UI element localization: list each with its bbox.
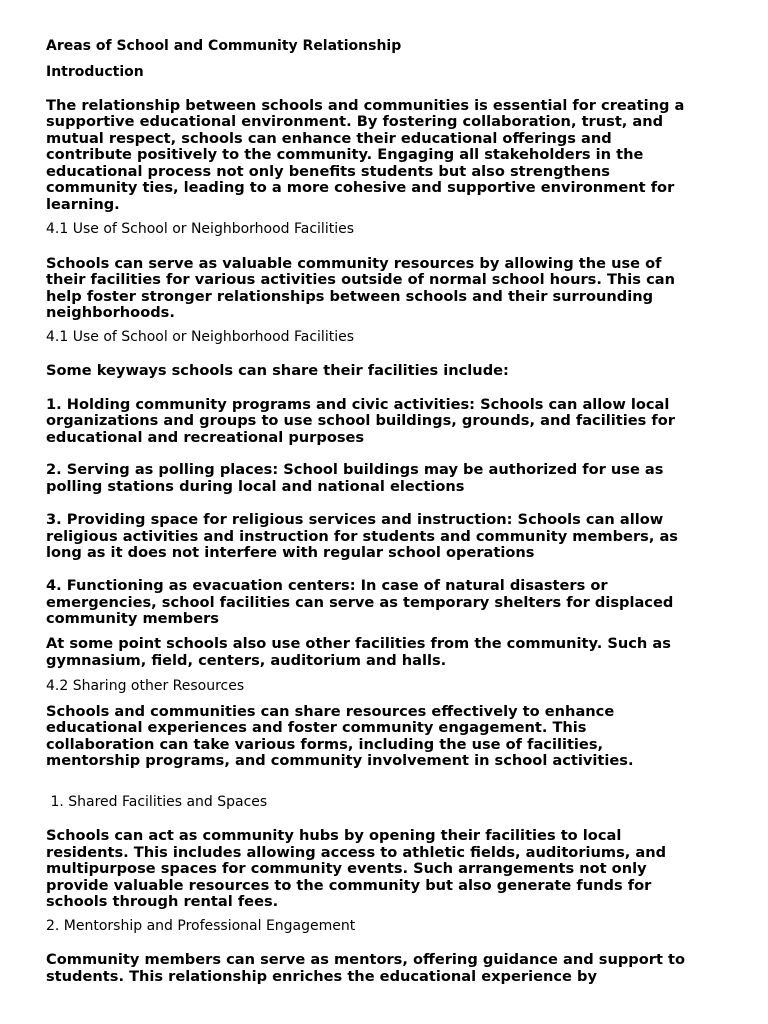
paragraph-line: Schools and communities can share resources effectively to enhance bbox=[46, 703, 615, 720]
list-item-line: religious activities and instruction for students and community members, as bbox=[46, 528, 678, 545]
subsection-heading: 2. Mentorship and Professional Engagement bbox=[46, 918, 356, 934]
list-item-line: polling stations during local and national elections bbox=[46, 478, 465, 495]
paragraph-line: provide valuable resources to the community but also generate funds for bbox=[46, 877, 652, 894]
list-item-line: organizations and groups to use school buildings, grounds, and facilities for bbox=[46, 412, 675, 429]
paragraph-line: contribute positively to the community. Engaging all stakeholders in the bbox=[46, 146, 644, 163]
list-item-line: 1. Holding community programs and civic activities: Schools can allow local bbox=[46, 396, 670, 413]
paragraph-line: Community members can serve as mentors, offering guidance and support to bbox=[46, 951, 686, 968]
paragraph-line: supportive educational environment. By fostering collaboration, trust, and bbox=[46, 113, 664, 130]
paragraph-line: their facilities for various activities outside of normal school hours. This can bbox=[46, 271, 675, 288]
section-heading: 4.1 Use of School or Neighborhood Facilities bbox=[46, 221, 354, 237]
paragraph-line: mutual respect, schools can enhance their educational offerings and bbox=[46, 130, 612, 147]
paragraph-line: collaboration can take various forms, including the use of facilities, bbox=[46, 736, 604, 753]
paragraph-line: educational process not only benefits students but also strengthens bbox=[46, 163, 610, 180]
paragraph-line: schools through rental fees. bbox=[46, 893, 279, 910]
paragraph-line: help foster stronger relationships between schools and their surrounding bbox=[46, 288, 654, 305]
list-item-line: 4. Functioning as evacuation centers: In case of natural disasters or bbox=[46, 577, 608, 594]
paragraph-line: residents. This includes allowing access to athletic fields, auditoriums, and bbox=[46, 844, 667, 861]
paragraph-line: The relationship between schools and communities is essential for creating a bbox=[46, 97, 685, 114]
list-item-line: educational and recreational purposes bbox=[46, 429, 365, 446]
section-heading: 4.2 Sharing other Resources bbox=[46, 678, 245, 694]
paragraph-line: learning. bbox=[46, 196, 120, 213]
list-item-line: emergencies, school facilities can serve as temporary shelters for displaced bbox=[46, 594, 674, 611]
paragraph-line: multipurpose spaces for community events. Such arrangements not only bbox=[46, 860, 647, 877]
document-title: Areas of School and Community Relationship bbox=[46, 38, 402, 54]
paragraph-line: At some point schools also use other facilities from the community. Such as bbox=[46, 635, 671, 652]
paragraph-line: Schools can serve as valuable community resources by allowing the use of bbox=[46, 255, 662, 272]
list-item-line: 2. Serving as polling places: School buildings may be authorized for use as bbox=[46, 461, 664, 478]
paragraph-line: students. This relationship enriches the educational experience by bbox=[46, 968, 597, 985]
intro-heading: Introduction bbox=[46, 64, 144, 80]
paragraph-line: educational experiences and foster community engagement. This bbox=[46, 719, 587, 736]
paragraph-line: community ties, leading to a more cohesive and supportive environment for bbox=[46, 179, 675, 196]
subsection-heading: 1. Shared Facilities and Spaces bbox=[46, 794, 268, 810]
paragraph-line: Schools can act as community hubs by opening their facilities to local bbox=[46, 827, 622, 844]
list-item-line: community members bbox=[46, 610, 219, 627]
paragraph-line: mentorship programs, and community involvement in school activities. bbox=[46, 752, 634, 769]
section-heading: 4.1 Use of School or Neighborhood Facilities bbox=[46, 329, 354, 345]
paragraph-line: neighborhoods. bbox=[46, 304, 175, 321]
list-item-line: long as it does not interfere with regular school operations bbox=[46, 544, 535, 561]
paragraph-line: Some keyways schools can share their facilities include: bbox=[46, 362, 509, 379]
list-item-line: 3. Providing space for religious services and instruction: Schools can allow bbox=[46, 511, 664, 528]
paragraph-line: gymnasium, field, centers, auditorium and halls. bbox=[46, 652, 447, 669]
